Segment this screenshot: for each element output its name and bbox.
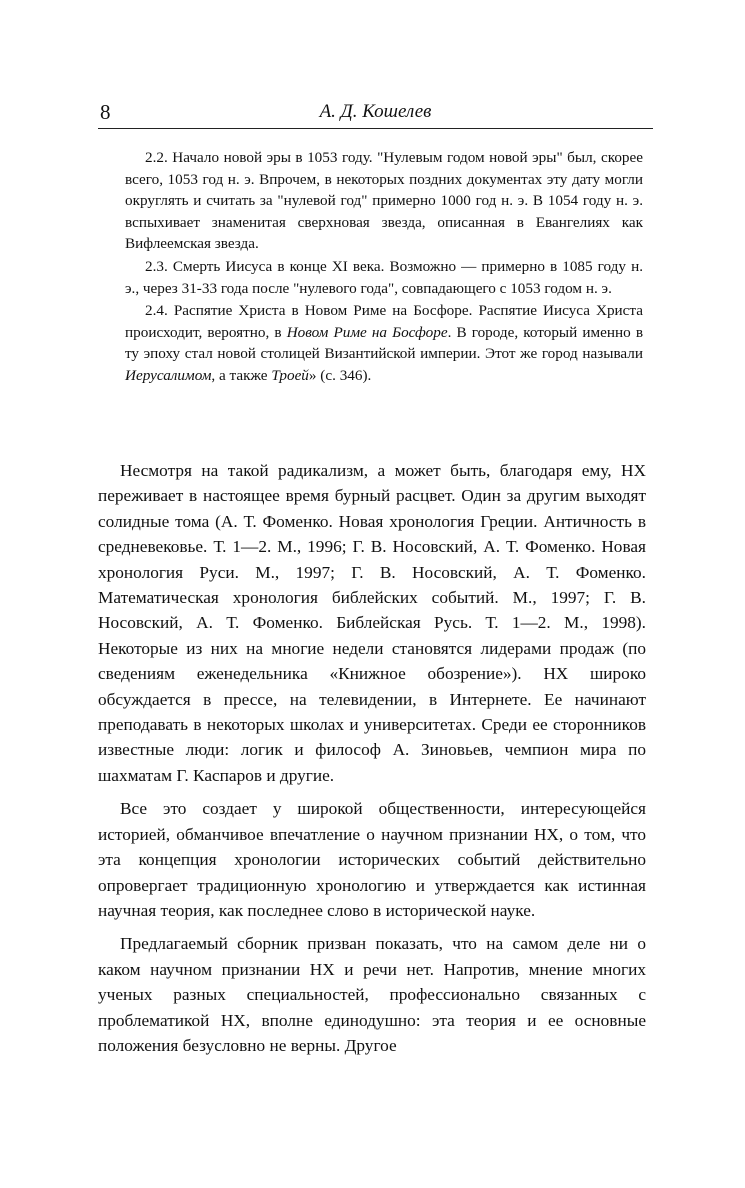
- quote-paragraph: 2.2. Начало новой эры в 1053 году. "Нулевым годом новой эры" был, скорее всего, 1053 год н. э. Впрочем, в некоторых поздних документах эту дату могли округлять и считать за "нулевой год" примерно 1000 год н. э. В 1054 году н. э. вспыхивает знаменитая сверхновая звезда, описанная в Евангелиях как Вифлеемская звезда.: [125, 149, 643, 253]
- body-text: [98, 458, 646, 1066]
- quote-paragraph: 2.3. Смерть Иисуса в конце XI века. Возможно — примерно в 1085 году н. э., через 31-33 года после "нулевого года", совпадающего с 1053 годом н. э.: [125, 257, 643, 297]
- page-header: [98, 98, 653, 129]
- quote-italic: Иерусалимом: [125, 366, 212, 384]
- page-number: 8: [100, 100, 111, 124]
- quote-italic: Троей: [271, 366, 309, 384]
- quote-italic: Новом Риме на Босфоре: [286, 323, 448, 341]
- body-paragraph: Предлагаемый сборник призван показать, что на самом деле ни о каком научном признании НХ и речи нет. Напротив, мнение многих ученых разных специальностей, профессионально связанных с проблематикой НХ, вполне единодушно: эта теория и ее основные положения безусловно не верны. Другое: [98, 934, 646, 1055]
- running-head: А. Д. Кошелев: [319, 101, 432, 122]
- body-paragraph: Несмотря на такой радикализм, а может быть, благодаря ему, НХ переживает в настоящее время бурный расцвет. Один за другим выходят солидные тома (А. Т. Фоменко. Новая хронология Греции. Античность в средневековье. Т. 1—2. М., 1996; Г. В. Носовский, А. Т. Фоменко. Новая хронология Руси. М., 1997; Г. В. Носовский, А. Т. Фоменко. Математическая хронология библейских событий. М., 1997; Г. В. Носовский, А. Т. Фоменко. Библейская Русь. Т. 1—2. М., 1998). Некоторые из них на многие недели становятся лидерами продаж (по сведениям еженедельника «Книжное обозрение»). НХ широко обсуждается в прессе, на телевидении, в Интернете. Ее начинают преподавать в некоторых школах и университетах. Среди ее сторонников известные люди: логик и философ А. Зиновьев, чемпион мира по шахматам Г. Каспаров и другие.: [98, 461, 646, 785]
- body-paragraph: Все это создает у широкой общественности, интересующейся историей, обманчивое впечатление о научном признании НХ, о том, что эта концепция хронологии исторических событий действительно опровергает традиционную хронологию и утверждается как истинная научная теория, как последнее слово в исторической науке.: [98, 799, 646, 920]
- quoted-block: [125, 147, 643, 388]
- quote-paragraph: 2.4. Распятие Христа в Новом Риме на Босфоре. Распятие Иисуса Христа происходит, вероятно, в Новом Риме на Босфоре. В городе, который именно в ту эпоху стал новой столицей Византийской империи. Этот же город называли Иерусалимом, а также Троей» (с. 346).: [125, 302, 643, 384]
